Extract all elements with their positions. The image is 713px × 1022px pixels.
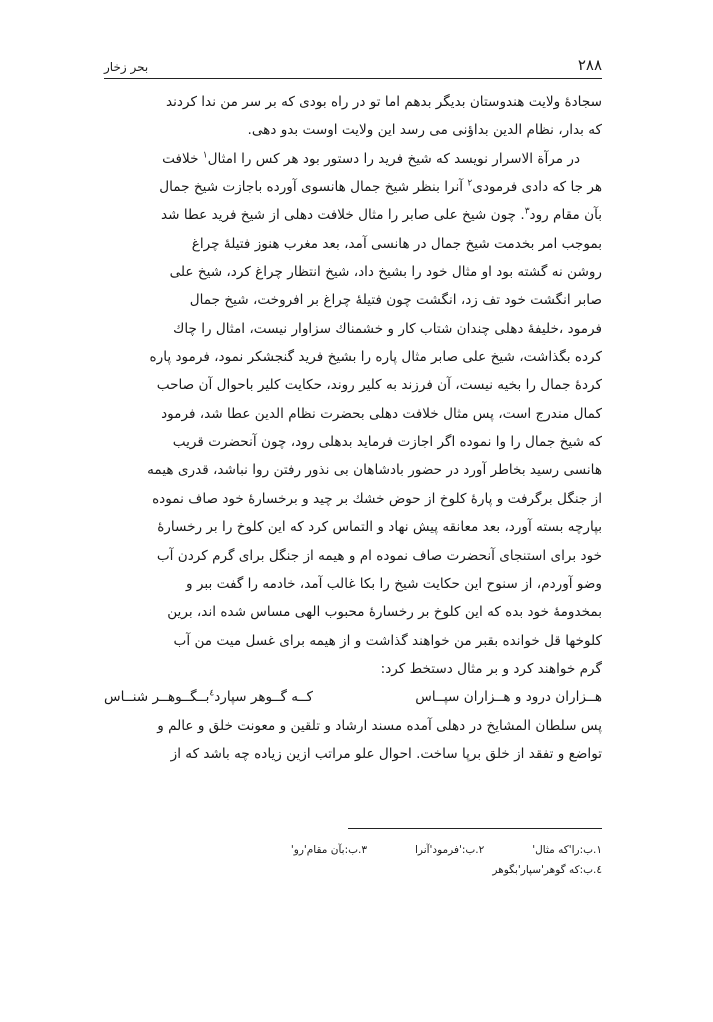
line-text: آنرا بنظر شیخ جمال هانسوی آورده باجازت شیخ جمال: [159, 179, 468, 196]
footnote-ref-2: ۲: [467, 178, 473, 189]
running-title: بحر زخار: [104, 60, 149, 74]
text-line: روشن نه گشته بود او مثال خود را بشیخ داد، شیخ انتظار چراغ کرد، شیخ علی: [169, 264, 602, 281]
text-line: بموجب امر بخدمت شیخ جمال در هانسی آمد، بعد مغرب هنوز فتیلهٔ چراغ: [191, 235, 602, 252]
text-line: بپارچه بسته آورد، بعد معانقه پیش نهاد و التماس کرد که این کلوخ را بر رخسارهٔ: [157, 519, 602, 536]
text-line: فرمود ،خلیفهٔ دهلی چندان شتاب کار و خشمناك سزاوار نیست، امثال را چاك: [173, 320, 602, 337]
line-text: خلافت: [162, 150, 203, 167]
page-number: ۲۸۸: [577, 56, 602, 74]
text-line: [104, 201, 602, 229]
footnote-2: ۲.ب:'فرمود'آنرا: [414, 844, 485, 856]
body-text: [104, 88, 602, 768]
text-line: گرم خواهند کرد و بر مثال دستخط کرد:: [380, 660, 602, 677]
verse-couplet: [104, 683, 602, 711]
text-line: سجادهٔ ولایت هندوستان بدیگر بدهم اما تو در راه بودی که بر سر من ندا کردند: [166, 94, 602, 110]
text-line: که بدار، نظام الدین بداؤنی می رسد این ولایت اوست بدو دهی.: [247, 122, 602, 139]
verse-hemistich-right: هــزاران درود و هــزاران سپــاس: [415, 689, 602, 706]
running-header: [104, 52, 602, 74]
text-line: کلوخها قل خوانده بقبر من خواهند گذاشت و از هیمه برای غسل میت من آب: [173, 632, 602, 649]
footnote-4: ٤.ب:که گوهر'سپار'بگوهر: [492, 864, 602, 876]
text-line: کرده بگذاشت، شیخ علی صابر مثال پاره را بشیخ فرید گنجشکر نمود، فرمود پاره: [149, 349, 602, 366]
line-text: کــه گــوهر سپارد: [214, 689, 313, 706]
text-line: [104, 145, 602, 173]
line-text: بآن مقام رود: [529, 207, 602, 224]
text-line: پس سلطان المشایخ در دهلی آمده مسند ارشاد و تلقین و معونت خلق و عالم و: [157, 717, 602, 734]
footnote-ref-1: ۱: [202, 150, 208, 161]
header-rule: [104, 78, 602, 79]
text-line: خود برای استنجای آنحضرت صاف نموده ام و هیمه از جنگل برای گرم کردن آب: [156, 547, 602, 564]
verse-hemistich-left: [104, 683, 313, 711]
footnote-ref-3: ۳: [524, 206, 530, 217]
text-line: که شیخ جمال را وا نموده اگر اجازت فرماید بدهلی رود، چون آنحضرت قریب: [172, 434, 602, 451]
text-line: وضو آوردم، از سنوح این حکایت شیخ را بکا غالب آمد، خادمه را گفت ببر و: [186, 575, 602, 592]
text-line: [104, 173, 602, 201]
footnotes: [104, 840, 602, 880]
footnote-1: ۱.ب:را'که مثال': [532, 844, 602, 856]
text-line: کمال مندرج است، پس مثال خلافت دهلی بحضرت نظام الدین عطا شد، فرمود: [161, 405, 602, 422]
footnote-rule: [348, 828, 602, 829]
line-text: بــگــوهــر شنــاس: [104, 689, 210, 706]
text-line: بمخدومهٔ خود بده که این کلوخ بر رخسارهٔ محبوب الهی مساس شده اند، برین: [167, 604, 602, 621]
footnote-row: [104, 840, 602, 860]
line-text: در مرآة الاسرار نویسد که شیخ فرید را دستور بود هر کس را امثال: [207, 150, 580, 167]
text-line: هانسی رسید بخاطر آورد در حضور بادشاهان بی نذور رفتن روا نباشد، قدری هیمه: [147, 462, 602, 479]
footnote-row: [104, 860, 602, 880]
footnote-3: ۳.ب:بآن مقام'رو': [290, 844, 367, 856]
text-line: تواضع و تفقد از خلق برپا ساخت. احوال علو مراتب ازین زیاده چه باشد که از: [170, 745, 602, 762]
footnote-ref-4: ٤: [209, 688, 215, 699]
text-line: از جنگل برگرفت و پارهٔ کلوخ از حوض خشك بر چید و برخسارهٔ خود صاف نموده: [152, 490, 602, 507]
text-line: کردهٔ جمال را بخیه نیست، آن فرزند به کلیر روند، حکایت کلیر باحوال آن صاحب: [156, 377, 602, 394]
line-text: . چون شیخ علی صابر را مثال خلافت دهلی از شیخ فرید عطا شد: [161, 207, 525, 224]
line-text: هر جا که دادی فرمودی: [472, 179, 602, 196]
text-line: صابر انگشت خود تف زد، انگشت چون فتیلهٔ چراغ بر افروخت، شیخ جمال: [189, 292, 602, 309]
